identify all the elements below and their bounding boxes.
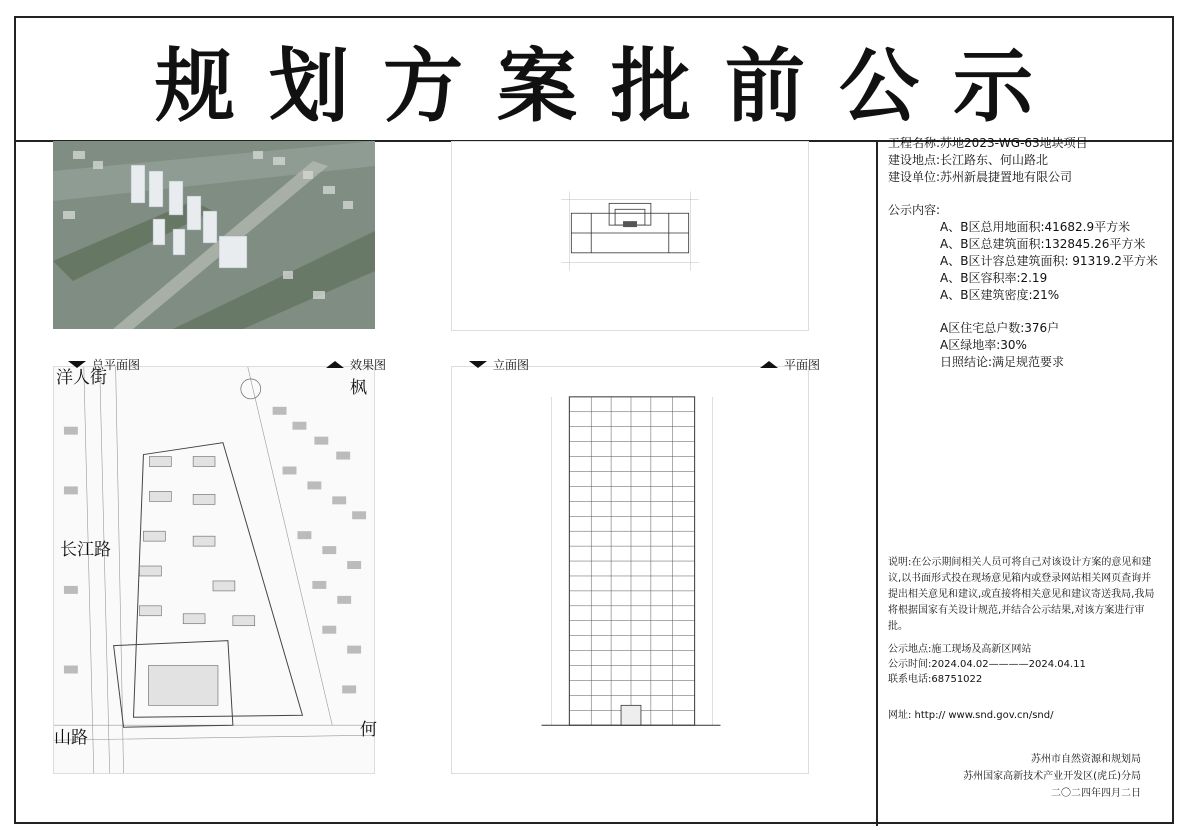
content-heading: 公示内容: xyxy=(888,203,941,217)
caption-floor-plan-label: 平面图 xyxy=(784,358,821,372)
a-zone-item: A区住宅总户数:376户 xyxy=(940,321,1060,335)
publication-time: 公示时间:2024.04.02————2024.04.11 xyxy=(888,659,1086,670)
title-bar xyxy=(16,18,1172,142)
content-item: A、B区容积率:2.19 xyxy=(940,271,1048,285)
caption-floor-plan xyxy=(760,356,820,373)
column-divider xyxy=(876,140,878,826)
caption-rendering xyxy=(326,356,386,373)
content-item: A、B区建筑密度:21% xyxy=(940,288,1060,302)
caption-site-plan-label: 总平面图 xyxy=(92,358,141,372)
street-label-top: 洋人街 xyxy=(56,368,107,388)
road-label-bottom: 山路 xyxy=(54,728,88,748)
notice-note: 说明:在公示期间相关人员可将自己对该设计方案的意见和建议,以书面形式投在现场意见箱内或登录网站相关网页查询并提出相关意见和建议,或直接将相关意见和建议寄送我局,我局将根据国家有关设计规范,并结合公示结果,对该方案进行审批。 xyxy=(888,557,1155,632)
triangle-down-icon xyxy=(68,361,86,368)
a-zone-item: A区绿地率:30% xyxy=(940,338,1027,352)
elevation-drawing xyxy=(451,366,809,774)
publication-info xyxy=(888,642,1158,687)
caption-site-plan xyxy=(68,356,140,373)
project-developer: 建设单位:苏州新晨捷置地有限公司 xyxy=(888,170,1073,184)
content-item: A、B区总建筑面积:132845.26平方米 xyxy=(940,237,1146,251)
floor-plan-svg xyxy=(452,142,808,330)
site-plan-map xyxy=(54,367,374,773)
caption-elevation xyxy=(469,356,529,373)
caption-rendering-label: 效果图 xyxy=(350,358,387,372)
road-label-bottom-right: 何 xyxy=(360,720,377,740)
project-name: 工程名称:苏地2023-WG-63地块项目 xyxy=(888,136,1088,150)
contact-phone: 联系电话:68751022 xyxy=(888,674,983,685)
signature-org1: 苏州市自然资源和规划局 xyxy=(1031,754,1141,765)
publication-place: 公示地点:施工现场及高新区网站 xyxy=(888,644,1032,655)
signature-date: 二〇二四年四月二日 xyxy=(1051,788,1141,799)
elevation-svg xyxy=(452,367,808,773)
signature-block xyxy=(963,751,1141,802)
caption-elevation-label: 立面图 xyxy=(493,358,530,372)
triangle-down-icon xyxy=(469,361,487,368)
aerial-rendering-image xyxy=(53,141,375,329)
project-info xyxy=(888,135,1168,371)
page-title: 规划方案批前公示 xyxy=(155,38,1067,133)
aerial-rendering-drawing xyxy=(53,141,375,329)
street-label-top-right: 枫 xyxy=(350,378,367,398)
road-label-left: 长江路 xyxy=(60,540,111,560)
content-item: A、B区总用地面积:41682.9平方米 xyxy=(940,220,1131,234)
website-info: 网址: http:// www.snd.gov.cn/snd/ xyxy=(888,710,1054,721)
floor-plan-drawing xyxy=(451,141,809,331)
project-location: 建设地点:长江路东、何山路北 xyxy=(888,153,1049,167)
content-item: A、B区计容总建筑面积: 91319.2平方米 xyxy=(940,254,1158,268)
site-plan-drawing xyxy=(53,366,375,774)
a-zone-item: 日照结论:满足规范要求 xyxy=(940,355,1065,369)
triangle-up-icon xyxy=(326,361,344,368)
signature-org2: 苏州国家高新技术产业开发区(虎丘)分局 xyxy=(963,771,1141,782)
triangle-up-icon xyxy=(760,361,778,368)
